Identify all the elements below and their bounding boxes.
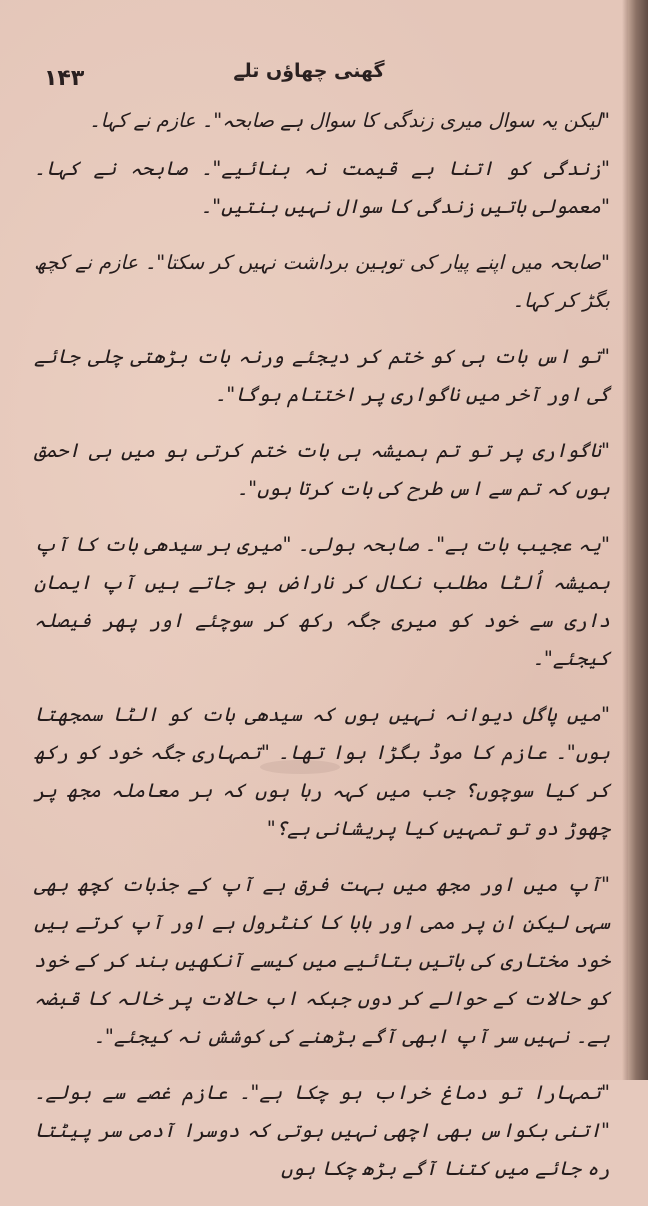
paragraph: "تو اس بات ہی کو ختم کر دیجئے ورنہ بات بڑھتی چلی جائے گی اور آخر میں ناگواری پر اختتام ہوگا"۔ — [34, 345, 610, 406]
body-text — [34, 102, 610, 1206]
paragraph: "میں پاگل دیوانہ نہیں ہوں کہ سیدھی بات کو الٹا سمجھتا ہوں"۔ عازم کا موڈ بگڑا ہوا تھا۔ "تمہاری جگہ خود کو رکھ کر کیا سوچوں؟ جب میں کہہ رہا ہوں کہ ہر معاملہ مجھ پر چھوڑ دو تو تمہیں کیا پریشانی ہے؟" — [34, 703, 610, 840]
paragraph: "آپ میں اور مجھ میں بہت فرق ہے آپ کے جذبات کچھ بھی سہی لیکن ان پر ممی اور بابا کا کنٹرول ہے اور آپ کرتے ہیں خود مختاری کی باتیں بتائیے میں کیسے آنکھیں بند کر کے خود کو حالات کے حوالے کر دوں جبکہ اب حالات پر خالہ کا قبضہ ہے۔ نہیں سر آپ ابھی آگے بڑھنے کی کوشش نہ کیجئے"۔ — [34, 873, 610, 1048]
paragraph: "زندگی کو اتنا بے قیمت نہ بنائیے"۔ صابحہ نے کہا۔ "معمولی باتیں زندگی کا سوال نہیں بنتیں"۔ — [34, 157, 610, 218]
paragraph: "تمہارا تو دماغ خراب ہو چکا ہے"۔ عازم غصے سے بولے۔ "اتنی بکواس بھی اچھی نہیں ہوتی کہ دوسرا آدمی سر پیٹتا رہ جائے میں کتنا آگے بڑھ چکا ہوں — [34, 1081, 610, 1180]
chapter-title: گھنی چھاؤں تلے — [233, 60, 385, 82]
paragraph: "صابحہ میں اپنے پیار کی توہین برداشت نہیں کر سکتا"۔ عازم نے کچھ بگڑ کر کہا۔ — [34, 251, 610, 312]
paragraph: "یہ عجیب بات ہے"۔ صابحہ بولی۔ "میری ہر سیدھی بات کا آپ ہمیشہ اُلٹا مطلب نکال کر ناراض ہو جاتے ہیں آپ ایمان داری سے خود کو میری جگہ رکھ کر سوچئے اور پھر فیصلہ کیجئے"۔ — [34, 533, 610, 670]
paragraph: "ناگواری پر تو تم ہمیشہ ہی بات ختم کرتی ہو میں ہی احمق ہوں کہ تم سے اس طرح کی بات کرتا ہوں"۔ — [34, 439, 610, 500]
book-spine — [628, 0, 648, 1080]
paragraph: "لیکن یہ سوال میری زندگی کا سوال ہے صابحہ"۔ عازم نے کہا۔ — [89, 109, 610, 132]
page-number: ۱۴۳ — [44, 66, 85, 91]
